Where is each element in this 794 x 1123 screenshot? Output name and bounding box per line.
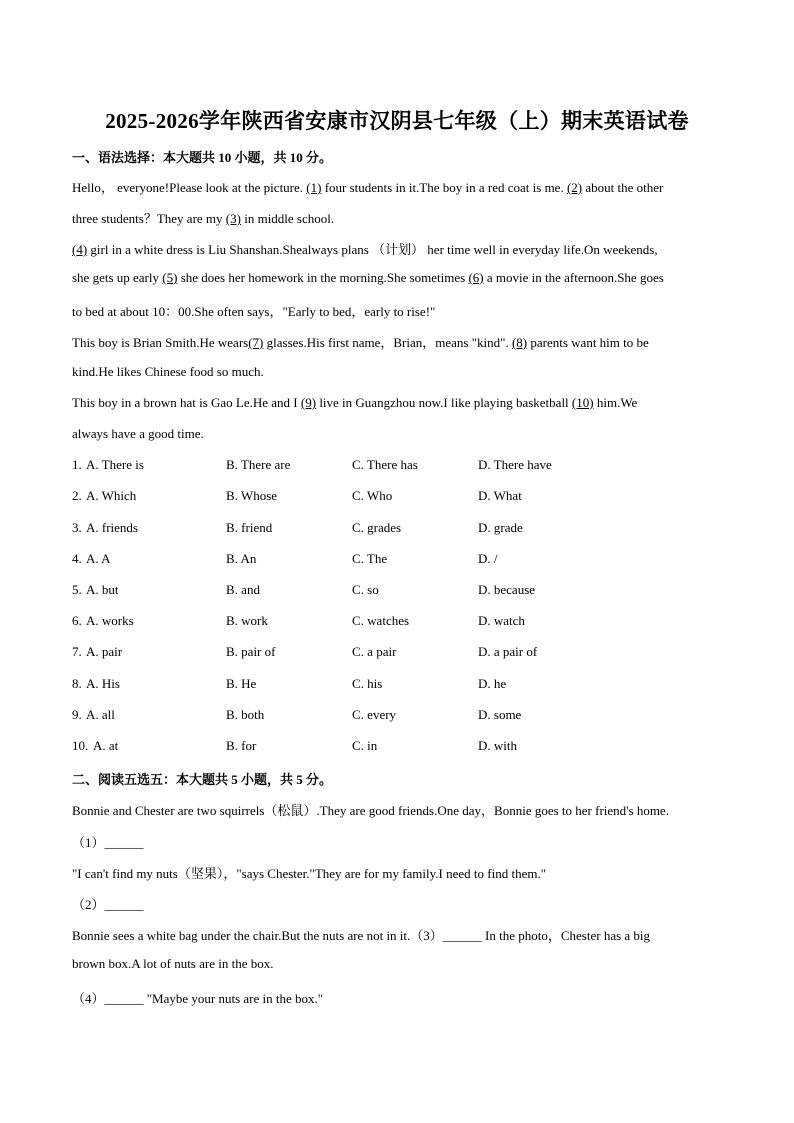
option-c: C. his [352,676,383,691]
option-c: C. a pair [352,644,397,659]
reading-line: "I can't find my nuts（坚果），"says Chester."They are for my family.I need to find them." [72,866,547,881]
reading-line: Bonnie sees a white bag under the chair.But the nuts are not in it.（3）______ In the photo，Chester has a big [72,928,651,943]
question-number: 9. [72,707,82,722]
option-d: D. watch [478,613,525,628]
option-d: D. a pair of [478,644,538,659]
question-number: 10. [72,738,89,753]
option-b: B. There are [226,457,291,472]
option-d: D. he [478,676,507,691]
reading-line: Bonnie and Chester are two squirrels（松鼠）.They are good friends.One day，Bonnie goes to her friend's home. [72,803,669,818]
option-a: A. friends [86,520,138,535]
reading-blank-2: （2）______ [72,897,144,912]
blank-3: (3) [225,211,241,226]
blank-6: (6) [468,270,484,285]
blank-1: (1) [306,180,322,195]
passage-line: always have a good time. [72,426,204,441]
option-b: B. Whose [226,488,278,503]
blank-7: (7) [248,335,264,350]
passage-line: Hello， everyone!Please look at the picture. (1) four students in it.The boy in a red coat is me. (2) about the other [72,180,664,195]
option-a: A. His [86,676,120,691]
option-a: A. Which [86,488,137,503]
passage-line: to bed at about 10：00.She often says，"Early to bed，early to rise!" [72,304,436,319]
reading-line: brown box.A lot of nuts are in the box. [72,956,274,971]
passage-line: This boy is Brian Smith.He wears(7) glasses.His first name，Brian，means "kind". (8) parents want him to be [72,335,649,350]
option-d: D. with [478,738,517,753]
reading-blank-1: （1）______ [72,835,144,850]
option-a: A. There is [86,457,144,472]
option-a: A. all [86,707,115,722]
option-c: C. grades [352,520,402,535]
option-a: A. pair [86,644,123,659]
reading-line: （4）______ "Maybe your nuts are in the box." [72,991,324,1006]
option-d: D. some [478,707,522,722]
option-a: A. but [86,582,119,597]
option-d: D. because [478,582,536,597]
question-number: 2. [72,488,82,503]
option-b: B. for [226,738,257,753]
passage-line: three students？They are my (3) in middle school. [72,211,335,226]
option-b: B. work [226,613,268,628]
option-c: C. every [352,707,397,722]
option-b: B. both [226,707,265,722]
blank-2: (2) [566,180,583,195]
option-d: D. / [478,551,498,566]
option-d: D. There have [478,457,552,472]
question-number: 6. [72,613,82,628]
section-1-heading: 一、语法选择：本大题共 10 小题，共 10 分。 [72,150,333,165]
option-a: A. works [86,613,134,628]
question-number: 4. [72,551,82,566]
passage-line: she gets up early (5) she does her homework in the morning.She sometimes (6) a movie in the afternoon.She goes [72,270,664,285]
option-b: B. He [226,676,257,691]
blank-5: (5) [162,270,178,285]
blank-4: (4) [72,242,88,257]
question-number: 3. [72,520,82,535]
question-number: 8. [72,676,82,691]
question-number: 5. [72,582,82,597]
option-c: C. watches [352,613,410,628]
option-a: A. A [86,551,111,566]
passage-line: kind.He likes Chinese food so much. [72,364,264,379]
option-c: C. The [352,551,388,566]
question-number: 1. [72,457,82,472]
passage-line: (4) girl in a white dress is Liu Shanshan.Shealways plans （计划） her time well in everyday life.On weekends, [72,242,658,257]
passage-line: This boy in a brown hat is Gao Le.He and I (9) live in Guangzhou now.I like playing basketball (10) him.We [72,395,638,410]
question-number: 7. [72,644,82,659]
section-2-heading: 二、阅读五选五：本大题共 5 小题，共 5 分。 [72,772,333,787]
exam-title: 2025-2026学年陕西省安康市汉阴县七年级（上）期末英语试卷 [105,109,689,133]
option-b: B. friend [226,520,273,535]
blank-9: (9) [300,395,317,410]
option-c: C. in [352,738,378,753]
blank-8: (8) [511,335,528,350]
option-c: C. There has [352,457,418,472]
option-c: C. Who [352,488,393,503]
option-d: D. grade [478,520,523,535]
option-b: B. and [226,582,260,597]
option-c: C. so [352,582,379,597]
option-b: B. pair of [226,644,276,659]
option-a: A. at [93,738,119,753]
option-b: B. An [226,551,257,566]
blank-10: (10) [571,395,594,410]
option-d: D. What [478,488,522,503]
